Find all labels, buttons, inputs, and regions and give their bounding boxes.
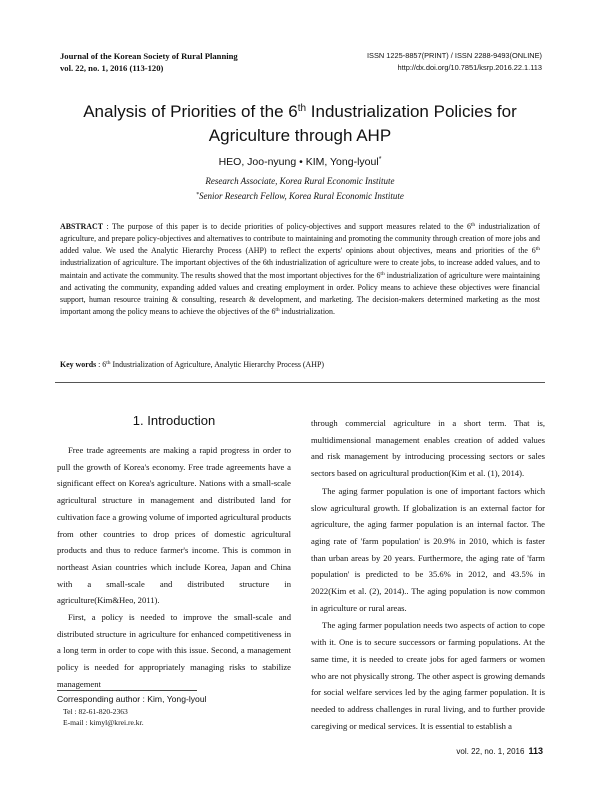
paragraph: Free trade agreements are making a rapid progress in order to pull the growth of Korea's economy. Free trade agreements have a significant effect on Korea's agriculture. Nations with a small-scale agricultural structure in management and distributed land for cultivation face a growing volume of imported agricultural products from other countries to drop prices of domestic agricultural products and thus to reduce farmer's income. This is common in northeast Asian countries which include Korea, Japan and China with a small-scale and distributed structure in agriculture(Kim&Heo, 2011). [57, 445, 291, 606]
page-number: 113 [528, 746, 543, 756]
affiliation-mark: * [196, 192, 200, 198]
affiliation-2 [0, 191, 600, 201]
affiliation-1: Research Associate, Korea Rural Economic Institute [205, 176, 395, 186]
footnote-tel: Tel : 82-61-820-2363 [63, 707, 128, 716]
title-line1: Analysis of Priorities of the 6 [83, 102, 298, 121]
keywords-text-rest: Industrialization of Agriculture, Analytic Hierarchy Process (AHP) [110, 360, 324, 369]
corresponding-author: Corresponding author : Kim, Yong-lyoul [57, 694, 207, 704]
author-names: HEO, Joo-nyung • KIM, Yong-lyoul [218, 156, 379, 168]
paper-title [0, 100, 600, 148]
affiliation-2-text: Senior Research Fellow, Korea Rural Economic Institute [199, 191, 404, 201]
paragraph: The aging farmer population needs two aspects of action to cope with it. One is to secure successors or farming populations. At the same time, it is needed to create jobs for aged farmers or women who are not physically strong. The other aspect is growing demands for social welfare services led by the aging farmer population. It is needed to address challenges in rural living, and to further provide caregiving or medical services. It is essential to establish a [311, 620, 545, 731]
abstract-sup: th [380, 270, 385, 277]
abstract-label: ABSTRACT [60, 222, 103, 231]
abstract-text-3: industrialization of agriculture. The important objectives of the 6th industrialization of agriculture were to create jobs, to increase added values, and to maintain and activate the community. The results showed that the most important objectives for the 6 [60, 258, 540, 280]
title-sup: th [297, 103, 307, 114]
abstract [60, 221, 540, 318]
title-line1-rest: Industrialization Policies for [306, 102, 517, 121]
abstract-sup: th [535, 246, 540, 253]
abstract-text-2: industrialization of agriculture, and prepare policy-objectives and alternatives to contribute to maintaining and promoting the community through creation of more jobs and added value. We used the Analytic Hierarchy Process (AHP) to reflect the experts' opinions about objectives, means and priorities of the 6 [60, 222, 540, 256]
right-column [311, 415, 545, 734]
doi-link[interactable]: http://dx.doi.org/10.7851/ksrp.2016.22.1.113 [397, 63, 542, 72]
abstract-sup: th [470, 222, 476, 228]
section-heading: 1. Introduction [132, 413, 216, 428]
paragraph: The aging farmer population is one of important factors which slow agricultural growth. If globalization is an external factor for agriculture, the aging farmer population is an internal factor. The aging rate of 'farm population' is 20.9% in 2010, which is faster than urban areas by 20 years. Furthermore, the aging rate of 'farm population' is predicted to be 35.6% in 2012, and 43.5% in 2022(Kim et al. (2), 2014).. The aging population is now common in agriculture or rural areas. [311, 485, 545, 613]
title-line2: Agriculture through AHP [208, 126, 392, 145]
keywords-text: : 6 [96, 360, 107, 369]
issn: ISSN 1225-8857(PRINT) / ISSN 2288-9493(ONLINE) [367, 51, 542, 60]
abstract-sup: th [275, 307, 280, 314]
abstract-divider [55, 382, 545, 383]
keywords-sup: th [106, 360, 111, 366]
abstract-text-1: : The purpose of this paper is to decide priorities of policy-objectives and support measures related to the 6 [102, 222, 471, 231]
abstract-text-5: industrialization. [279, 307, 335, 317]
paragraph: through commercial agriculture in a short term. That is, multidimensional management enables creation of added values and risk management by introducing processing sectors or sales sectors based on agricultural production(Kim et al. (1), 2014). [311, 418, 545, 479]
paragraph: First, a policy is needed to improve the small-scale and distributed structure in agriculture for enhanced competitiveness in a long term in order to cope with this issue. Second, a management policy is needed for appropriately managing risks to stabilize management [57, 612, 291, 689]
keywords-label: Key words [60, 360, 97, 369]
keywords [60, 360, 540, 369]
page-ref: vol. 22, no. 1, 2016 [456, 747, 525, 756]
footnote [57, 693, 207, 728]
abstract-text-4: industrialization of agriculture were maintaining and activating the community, expanding added values and creating employment in order. Policy means to achieve these objectives were financial support, human resource training & consulting, research & development, and marketing. The decision-makers determined marketing as the most important among the policy means to achieve the objectives of the 6 [60, 270, 540, 317]
left-column [57, 442, 291, 693]
journal-name: Journal of the Korean Society of Rural Planning [60, 51, 238, 61]
journal-header [60, 50, 238, 74]
author-list [0, 156, 600, 168]
footnote-divider [57, 690, 197, 691]
journal-volume: vol. 22, no. 1, 2016 (113-120) [60, 63, 164, 73]
issn-header [367, 50, 542, 74]
author-mark: * [378, 156, 382, 163]
footnote-email[interactable]: E-mail : kimyl@krei.re.kr. [63, 718, 144, 727]
page-footer [456, 746, 543, 756]
